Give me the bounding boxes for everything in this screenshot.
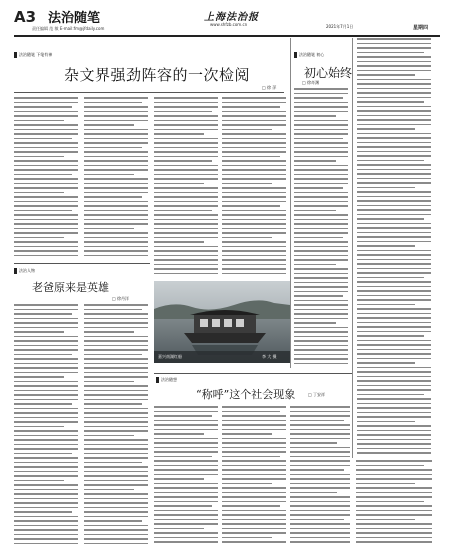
article-body-main-col4 <box>222 97 286 277</box>
section-title: 法治随笔 <box>48 11 101 26</box>
article-headline-lower-right: “称呼”这个社会现象 <box>196 388 296 401</box>
article-author-lower-left: □ 徐丹洋 <box>112 296 130 301</box>
article-author-lower-right: □ 丁安祥 <box>308 392 326 397</box>
issue-date: 2021年7月1日 <box>326 24 354 29</box>
article-body-lower-right-col1 <box>154 406 218 546</box>
column-divider <box>290 38 291 368</box>
article-body-lower-left-col1 <box>14 304 78 546</box>
newspaper-title: 上海法治报 <box>204 12 259 23</box>
article-author-main: □ 徐 萍 <box>262 85 277 90</box>
article-headline-lower-left: 老爸原来是英雄 <box>32 281 109 294</box>
article-body-main-col3 <box>154 97 218 277</box>
article-tag-main: 法治随笔 下笔有神 <box>14 52 52 58</box>
article-tag-lower-right: 法治随想 <box>156 377 177 383</box>
photo-credit: 李 大 摄 <box>262 354 277 359</box>
article-headline-main: 杂文界强劲阵容的一次检阅 <box>64 66 251 84</box>
article-body-lower-right-col3 <box>290 406 350 546</box>
article-body-lower-left-col2 <box>84 304 148 546</box>
photo-bottom-gap <box>154 366 290 370</box>
lower-left-top-rule <box>14 263 150 264</box>
article-body-lower-right-col2 <box>222 406 286 546</box>
masthead-rule <box>14 35 440 37</box>
photo-illustration <box>154 281 290 363</box>
article-author-sidebar: □ 徐奇渊 <box>302 80 320 85</box>
article-headline-sidebar: 初心始终 <box>304 66 353 80</box>
article-body-main-col1 <box>14 97 78 257</box>
article-divider <box>14 92 284 93</box>
article-tag-lower-left: 法治人物 <box>14 268 35 274</box>
right-sidebar-text <box>357 38 431 456</box>
lower-right-top-rule <box>154 373 352 374</box>
article-body-main-col2 <box>84 97 148 257</box>
photo-red-boat <box>154 281 290 363</box>
article-body-sidebar-col1 <box>294 88 348 366</box>
page-logo: A3 <box>14 8 37 26</box>
newspaper-url: www.shfzb.com.cn <box>210 22 248 27</box>
right-sidebar <box>352 38 433 458</box>
edition-line: 责任编辑 范 敏 E-mail:fm@jfdaily.com <box>32 26 105 31</box>
weekday-label: 星期四 <box>413 25 429 31</box>
right-lower-continuation <box>356 460 432 546</box>
article-tag-sidebar: 法治随笔 初心 <box>294 52 324 58</box>
photo-caption: 嘉兴南湖红船 <box>158 354 182 359</box>
